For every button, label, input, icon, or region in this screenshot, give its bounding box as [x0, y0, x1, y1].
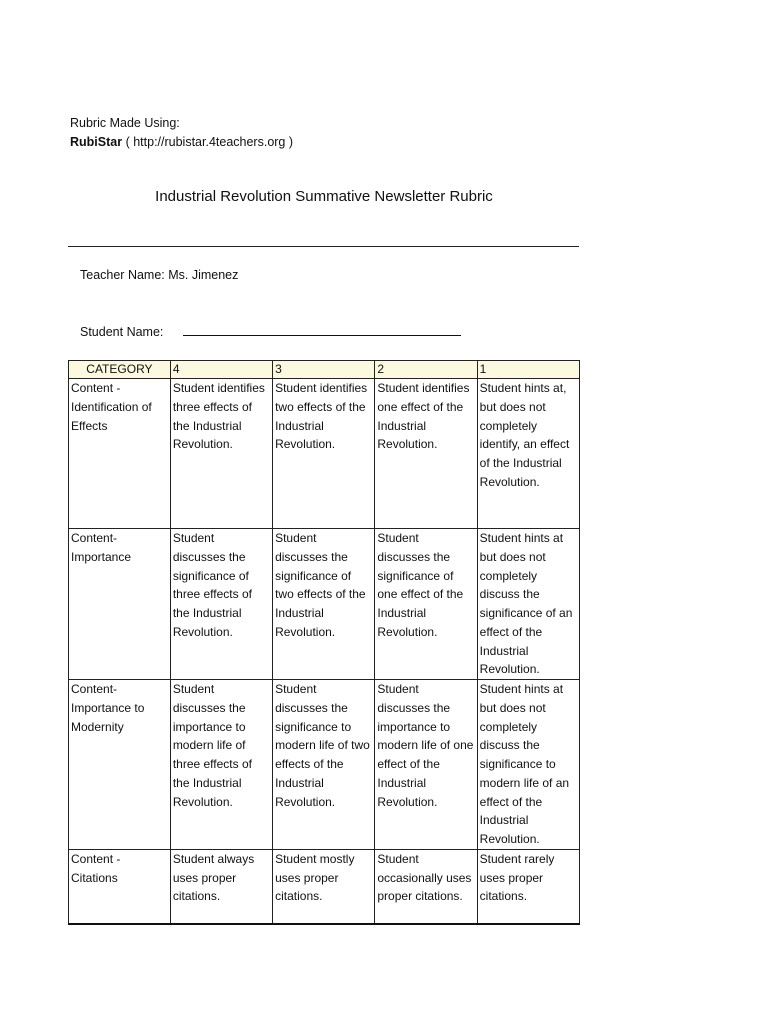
- tool-credit: [70, 133, 293, 152]
- table-cell: Student occasionally uses proper citations.: [375, 849, 477, 924]
- table-cell: Student discusses the significance of three effects of the Industrial Revolution.: [170, 529, 272, 680]
- table-cell: Student rarely uses proper citations.: [477, 849, 579, 924]
- page-title: Industrial Revolution Summative Newsletter Rubric: [155, 188, 493, 205]
- table-cell: Student discusses the importance to modern life of three effects of the Industrial Revolution.: [170, 680, 272, 850]
- rubric-table: [68, 360, 580, 925]
- table-cell: Student discusses the significance of one effect of the Industrial Revolution.: [375, 529, 477, 680]
- student-name-label: Student Name:: [80, 325, 164, 339]
- table-cell: Student identifies three effects of the Industrial Revolution.: [170, 379, 272, 529]
- table-cell: Student identifies two effects of the Industrial Revolution.: [273, 379, 375, 529]
- table-row: [69, 529, 580, 680]
- table-row: [69, 379, 580, 529]
- category-cell: Content- Importance: [69, 529, 171, 680]
- table-cell: Student hints at but does not completely discuss the significance of an effect of the Industrial Revolution.: [477, 529, 579, 680]
- header-cell: 3: [273, 361, 375, 379]
- student-name-blank: [183, 323, 461, 336]
- table-cell: Student mostly uses proper citations.: [273, 849, 375, 924]
- header-cell: 1: [477, 361, 579, 379]
- table-cell: Student discusses the importance to modern life of one effect of the Industrial Revolution.: [375, 680, 477, 850]
- table-cell: Student hints at but does not completely discuss the significance to modern life of an effect of the Industrial Revolution.: [477, 680, 579, 850]
- table-cell: Student always uses proper citations.: [170, 849, 272, 924]
- student-name-row: [80, 323, 461, 339]
- divider: [68, 246, 579, 247]
- header-cell: CATEGORY: [69, 361, 171, 379]
- category-cell: Content - Identification of Effects: [69, 379, 171, 529]
- header-cell: 4: [170, 361, 272, 379]
- made-using-label: Rubric Made Using:: [70, 116, 180, 130]
- header-cell: 2: [375, 361, 477, 379]
- table-cell: Student hints at, but does not completely identify, an effect of the Industrial Revolution.: [477, 379, 579, 529]
- table-cell: Student discusses the significance of two effects of the Industrial Revolution.: [273, 529, 375, 680]
- table-cell: Student discusses the significance to modern life of two effects of the Industrial Revolution.: [273, 680, 375, 850]
- rubric-source: [70, 114, 293, 152]
- category-cell: Content - Citations: [69, 849, 171, 924]
- table-row: [69, 680, 580, 850]
- table-row: [69, 849, 580, 924]
- table-cell: Student identifies one effect of the Industrial Revolution.: [375, 379, 477, 529]
- table-header-row: [69, 361, 580, 379]
- teacher-name: Teacher Name: Ms. Jimenez: [80, 268, 239, 282]
- tool-url: ( http://rubistar.4teachers.org ): [125, 135, 294, 149]
- tool-name: RubiStar: [70, 135, 123, 149]
- category-cell: Content- Importance to Modernity: [69, 680, 171, 850]
